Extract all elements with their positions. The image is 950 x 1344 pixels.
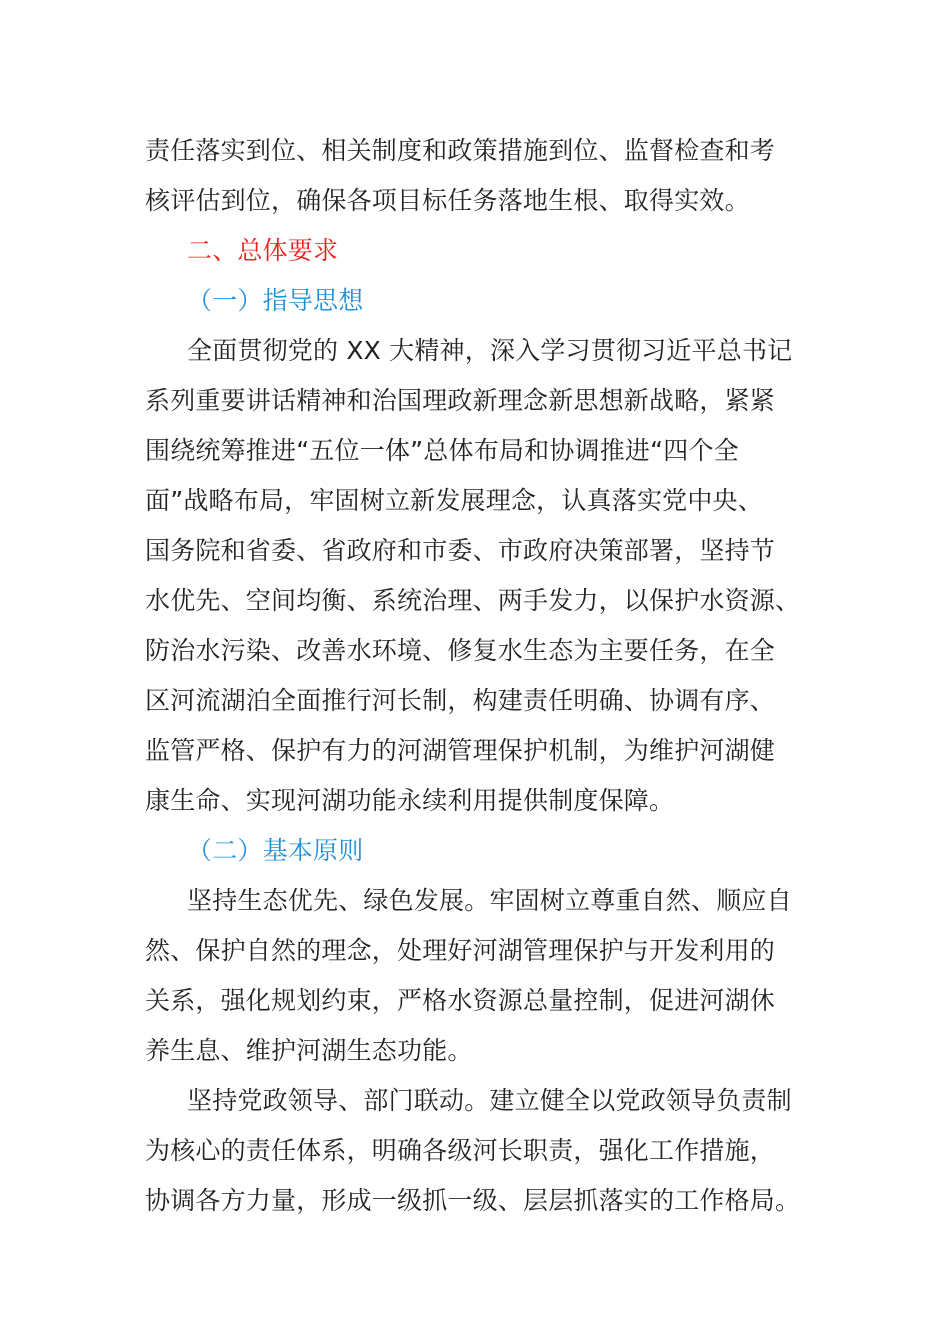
paragraph-line: 然、保护自然的理念，处理好河湖管理保护与开发利用的 — [145, 936, 776, 965]
paragraph-line: 防治水污染、改善水环境、修复水生态为主要任务，在全 — [145, 636, 776, 665]
paragraph-line: 核评估到位，确保各项目标任务落地生根、取得实效。 — [145, 186, 750, 215]
paragraph-line: 系列重要讲话精神和治国理政新理念新思想新战略，紧紧 — [145, 386, 776, 415]
section-heading-overall-requirements: 二、总体要求 — [187, 236, 339, 265]
paragraph-line: 为核心的责任体系，明确各级河长职责，强化工作措施， — [145, 1136, 776, 1165]
document-body — [145, 126, 805, 1226]
paragraph-line: 面”战略布局，牢固树立新发展理念，认真落实党中央、 — [145, 486, 763, 515]
paragraph-line: 水优先、空间均衡、系统治理、两手发力，以保护水资源、 — [145, 586, 801, 615]
paragraph-line: 坚持党政领导、部门联动。建立健全以党政领导负责制 — [187, 1086, 792, 1115]
paragraph-line: 监管严格、保护有力的河湖管理保护机制，为维护河湖健 — [145, 736, 776, 765]
paragraph-line: 协调各方力量，形成一级抓一级、层层抓落实的工作格局。 — [145, 1186, 801, 1215]
paragraph-line: 关系，强化规划约束，严格水资源总量控制，促进河湖休 — [145, 986, 776, 1015]
paragraph-line: 康生命、实现河湖功能永续利用提供制度保障。 — [145, 786, 675, 815]
paragraph-line: 责任落实到位、相关制度和政策措施到位、监督检查和考 — [145, 136, 776, 165]
paragraph-line: 养生息、维护河湖生态功能。 — [145, 1036, 473, 1065]
paragraph-line: 围绕统筹推进“五位一体”总体布局和协调推进“四个全 — [145, 436, 739, 465]
paragraph-line: 国务院和省委、省政府和市委、市政府决策部署，坚持节 — [145, 536, 776, 565]
subsection-heading-guiding-ideology: （一）指导思想 — [187, 286, 364, 315]
subsection-heading-basic-principles: （二）基本原则 — [187, 836, 364, 865]
paragraph-line: 全面贯彻党的 XX 大精神，深入学习贯彻习近平总书记 — [187, 336, 793, 365]
paragraph-line: 区河流湖泊全面推行河长制，构建责任明确、协调有序、 — [145, 686, 776, 715]
paragraph-line: 坚持生态优先、绿色发展。牢固树立尊重自然、顺应自 — [187, 886, 792, 915]
